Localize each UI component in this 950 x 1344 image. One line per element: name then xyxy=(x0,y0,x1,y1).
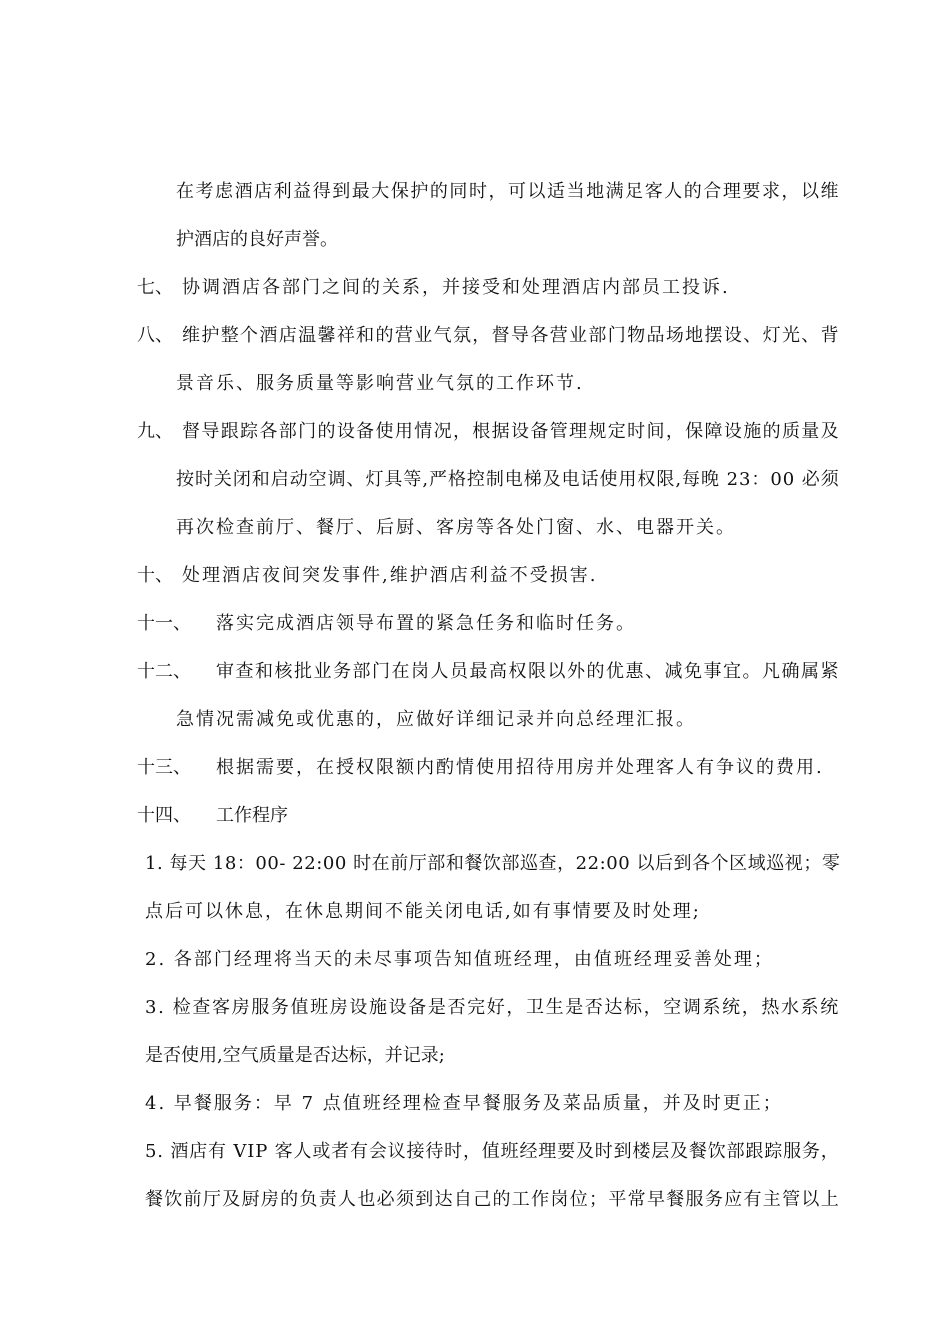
paragraph-line: 在考虑酒店利益得到最大保护的同时，可以适当地满足客人的合理要求，以维 xyxy=(176,181,840,202)
item-number: 七、 xyxy=(137,277,173,298)
item-text: 急情况需减免或优惠的，应做好详细记录并向总经理汇报。 xyxy=(176,709,696,730)
item-text: 按时关闭和启动空调、灯具等,严格控制电梯及电话使用权限,每晚 23：00 必须 xyxy=(176,469,840,490)
item-number: 十二、 xyxy=(137,661,191,682)
item-text: 督导跟踪各部门的设备使用情况，根据设备管理规定时间，保障设施的质量及 xyxy=(182,421,840,442)
item-text: 再次检查前厅、餐厅、后厨、客房等各处门窗、水、电器开关。 xyxy=(176,517,736,538)
item-number: 八、 xyxy=(137,325,173,346)
item-text: 审查和核批业务部门在岗人员最高权限以外的优惠、减免事宜。凡确属紧 xyxy=(216,661,840,682)
step-line: 4. 早餐服务：早 7 点值班经理检查早餐服务及菜品质量，并及时更正； xyxy=(145,1093,783,1114)
item-text: 根据需要，在授权限额内酌情使用招待用房并处理客人有争议的费用. xyxy=(216,757,824,778)
paragraph-line: 护酒店的良好声誉。 xyxy=(176,229,338,250)
item-text: 景音乐、服务质量等影响营业气氛的工作环节. xyxy=(176,373,584,394)
step-line: 2. 各部门经理将当天的未尽事项告知值班经理，由值班经理妥善处理； xyxy=(145,949,774,970)
item-number: 十三、 xyxy=(137,757,191,778)
step-line: 餐饮前厅及厨房的负责人也必须到达自己的工作岗位；平常早餐服务应有主管以上 xyxy=(145,1189,840,1210)
item-text: 处理酒店夜间突发事件,维护酒店利益不受损害. xyxy=(182,565,598,586)
item-text: 协调酒店各部门之间的关系，并接受和处理酒店内部员工投诉. xyxy=(182,277,730,298)
step-line: 点后可以休息，在休息期间不能关闭电话,如有事情要及时处理; xyxy=(145,901,701,922)
item-number: 十一、 xyxy=(137,613,191,634)
item-number: 九、 xyxy=(137,421,173,442)
item-number: 十四、 xyxy=(137,805,191,826)
step-line: 1. 每天 18：00- 22:00 时在前厅部和餐饮部巡查，22:00 以后到各个区域巡视；零 xyxy=(145,853,841,874)
item-number: 十、 xyxy=(137,565,173,586)
item-text: 工作程序 xyxy=(216,805,288,826)
step-line: 5. 酒店有 VIP 客人或者有会议接待时，值班经理要及时到楼层及餐饮部跟踪服务， xyxy=(145,1141,840,1162)
item-text: 维护整个酒店温馨祥和的营业气氛，督导各营业部门物品场地摆设、灯光、背 xyxy=(182,325,840,346)
item-text: 落实完成酒店领导布置的紧急任务和临时任务。 xyxy=(216,613,636,634)
step-line: 是否使用,空气质量是否达标，并记录; xyxy=(145,1045,445,1066)
step-line: 3. 检查客房服务值班房设施设备是否完好，卫生是否达标，空调系统，热水系统 xyxy=(145,997,840,1018)
